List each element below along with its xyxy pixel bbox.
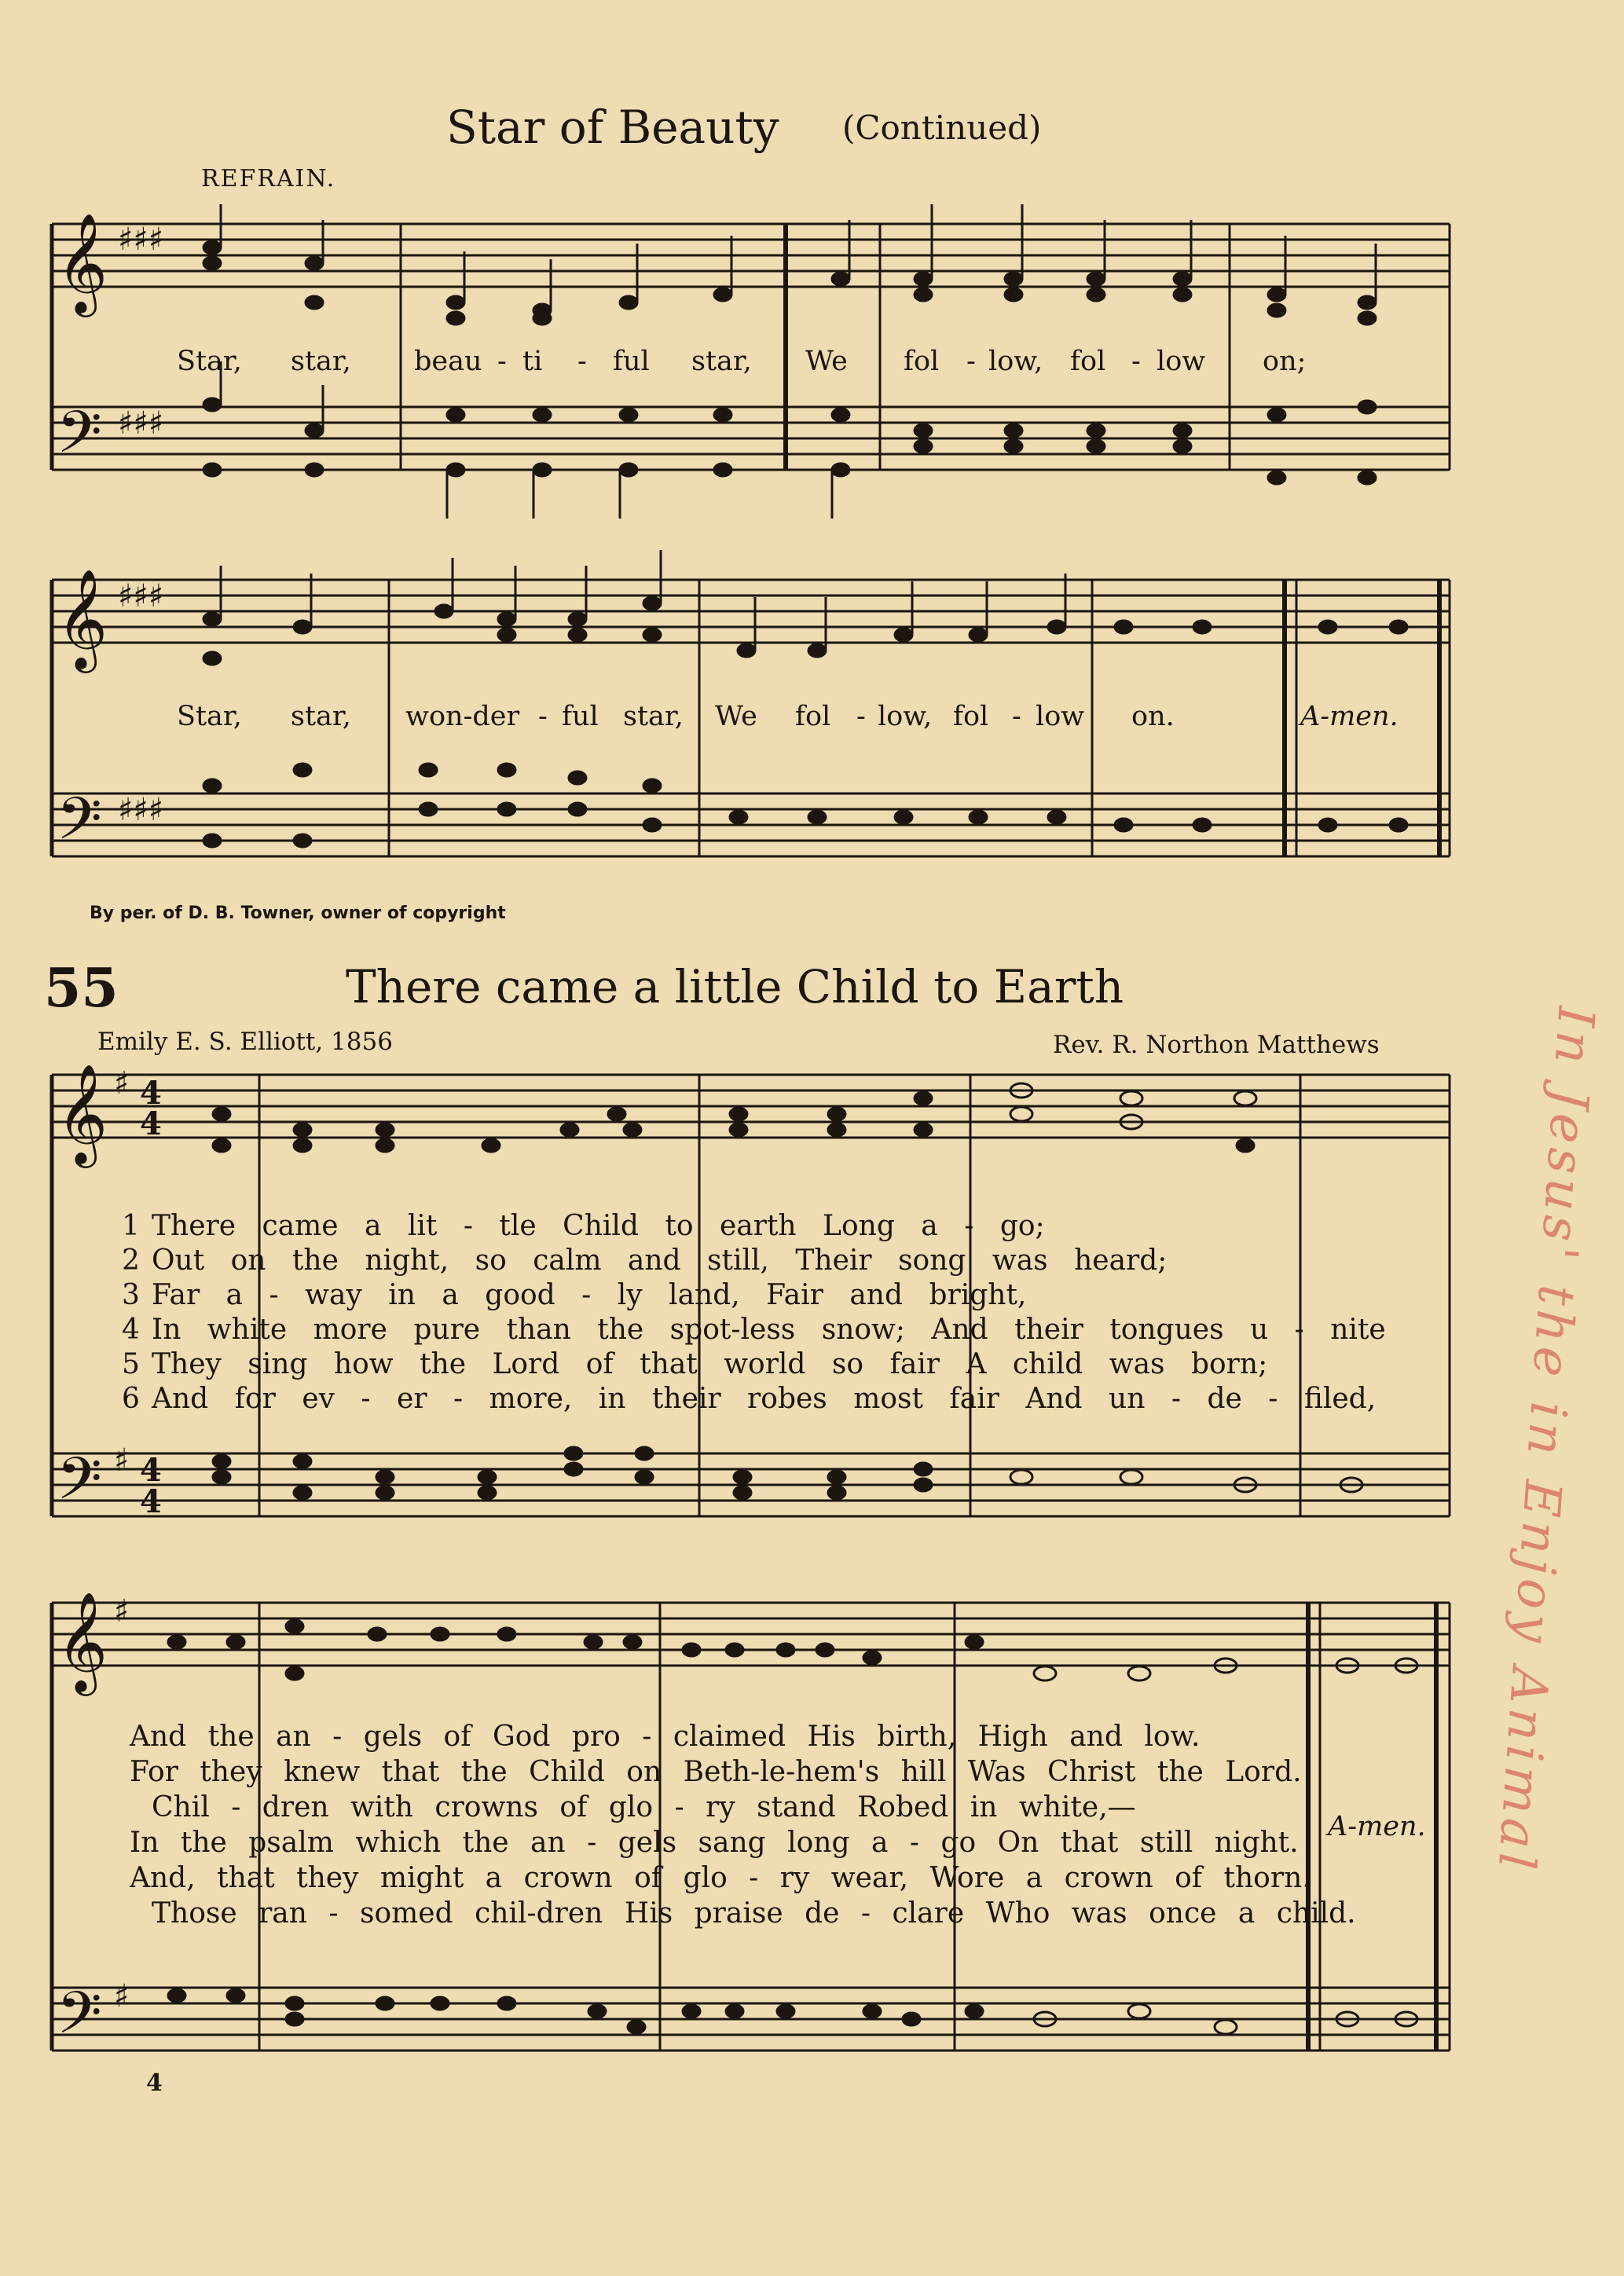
verse-number: 3 [122,1279,140,1311]
lyric-word: star, [691,346,752,377]
lyric-word: fol [1070,346,1106,377]
verse-text: And for ev - er - more, in their robes most fair And un - de - filed, [152,1383,1377,1415]
verse-line: And the an - gels of God pro - claimed His birth, High and low. [130,1721,1201,1753]
svg-text:♯♯♯: ♯♯♯ [118,792,164,828]
lyric-word: fol [795,701,831,732]
verse-number: 5 [122,1348,140,1380]
svg-text:4: 4 [140,1483,162,1520]
staff-system1-treble [52,224,1450,287]
lyric-word: - [1012,701,1021,732]
verse-number: 1 [122,1210,140,1242]
hymn-55-title: There came a little Child to Earth [346,960,1124,1013]
verse-number: 6 [122,1383,140,1415]
verse-line: Chil - dren with crowns of glo - ry stand Robed in white,— [152,1791,1136,1823]
verse-line [122,1210,1386,1244]
hymn-54-title: Star of Beauty [446,101,779,154]
lyric-word: - [966,346,976,377]
lyric-word: low [1036,701,1085,732]
lyric-word: We [715,701,757,732]
lyric-word: beau [414,346,482,377]
verse-line: And, that they might a crown of glo - ry wear, Wore a crown of thorn. [130,1862,1311,1894]
copyright-note: By per. of D. B. Towner, owner of copyright [90,903,506,923]
svg-text:♯♯♯: ♯♯♯ [118,222,164,258]
svg-text:♯: ♯ [114,1442,130,1479]
lyric-word: fol [953,701,989,732]
lyric-word: low, [878,701,933,732]
lyric-word: - [856,701,866,732]
svg-text:𝄢: 𝄢 [57,785,102,867]
svg-text:𝄞: 𝄞 [57,1063,108,1164]
verse-line [122,1348,1386,1383]
lyric-word: won-der [405,701,520,732]
svg-text:𝄢: 𝄢 [57,1979,102,2062]
refrain-label: REFRAIN. [201,165,336,192]
staff-system4-bass [52,1988,1450,2051]
svg-text:4: 4 [140,1452,162,1489]
verse-text: They sing how the Lord of that world so fair A child was born; [152,1348,1268,1380]
staff-system3-treble [52,1075,1450,1138]
lyric-word: Star, [177,346,242,377]
lyric-word: star, [291,346,351,377]
verse-line [122,1314,1386,1348]
lyric-word: - [577,346,587,377]
staff-system2-bass [52,793,1450,856]
lyric-word: ful [562,701,599,732]
svg-text:4: 4 [140,1105,162,1142]
hymn-author: Emily E. S. Elliott, 1856 [97,1028,393,1056]
lyric-word: - [538,701,548,732]
handwritten-annotation: In Jesus' the in Enjoy Animal [1486,1004,1605,1876]
lyric-word: star, [291,701,351,732]
verses-part1 [122,1210,1386,1417]
svg-text:♯: ♯ [114,1065,130,1101]
lyric-word: ti [522,346,543,377]
staff-system3-bass [52,1453,1450,1516]
lyric-word: We [805,346,848,377]
lyric-word: - [1131,346,1141,377]
hymn-54-continued: (Continued) [842,108,1042,147]
svg-text:♯: ♯ [114,1978,130,2014]
lyric-word: low, [988,346,1043,377]
svg-text:♯♯♯: ♯♯♯ [118,578,164,614]
lyric-word: fol [904,346,940,377]
lyric-word: ful [613,346,650,377]
staff-system4-treble [52,1603,1450,1666]
lyric-word: low [1157,346,1206,377]
lyric-word: Star, [177,701,242,732]
verse-text: Far a - way in a good - ly land, Fair and bright, [152,1279,1027,1311]
svg-text:4: 4 [140,1075,162,1112]
page-number: 4 [146,2069,163,2097]
verse-line: For they knew that the Child on Beth-le-hem's hill Was Christ the Lord. [130,1756,1302,1788]
verse-text: There came a lit - tle Child to earth Long a - go; [152,1210,1045,1242]
verse-line [122,1383,1386,1417]
lyric-word: on. [1131,701,1175,732]
svg-text:♯♯♯: ♯♯♯ [118,405,164,442]
verses-part2 [130,1721,1356,1933]
verse-number: 2 [122,1244,140,1277]
hymn-number: 55 [44,957,119,1020]
staff-system1-bass [52,407,1450,470]
svg-text:𝄞: 𝄞 [57,1591,108,1691]
svg-text:𝄞: 𝄞 [57,568,108,669]
verse-line [122,1279,1386,1314]
verse-line: In the psalm which the an - gels sang long a - go On that still night. [130,1827,1299,1859]
verse-line: Those ran - somed chil-dren His praise de - clare Who was once a child. [152,1897,1356,1930]
svg-text:♯: ♯ [114,1593,130,1629]
hymn-55-amen: A-men. [1328,1811,1426,1842]
hymn-54-amen: A-men. [1300,701,1399,732]
lyric-word: - [497,346,507,377]
staff-system2-treble [52,580,1450,643]
lyric-word: on; [1263,346,1307,377]
verse-line [122,1244,1386,1279]
svg-text:𝄢: 𝄢 [57,398,102,481]
lyric-word: star, [623,701,684,732]
verse-text: Out on the night, so calm and still, Their song was heard; [152,1244,1168,1277]
verse-text: In white more pure than the spot-less snow; And their tongues u - nite [152,1314,1386,1346]
svg-text:𝄢: 𝄢 [57,1445,102,1527]
hymn-composer: Rev. R. Northon Matthews [1053,1031,1380,1059]
svg-text:𝄞: 𝄞 [57,212,108,313]
verse-number: 4 [122,1314,140,1346]
